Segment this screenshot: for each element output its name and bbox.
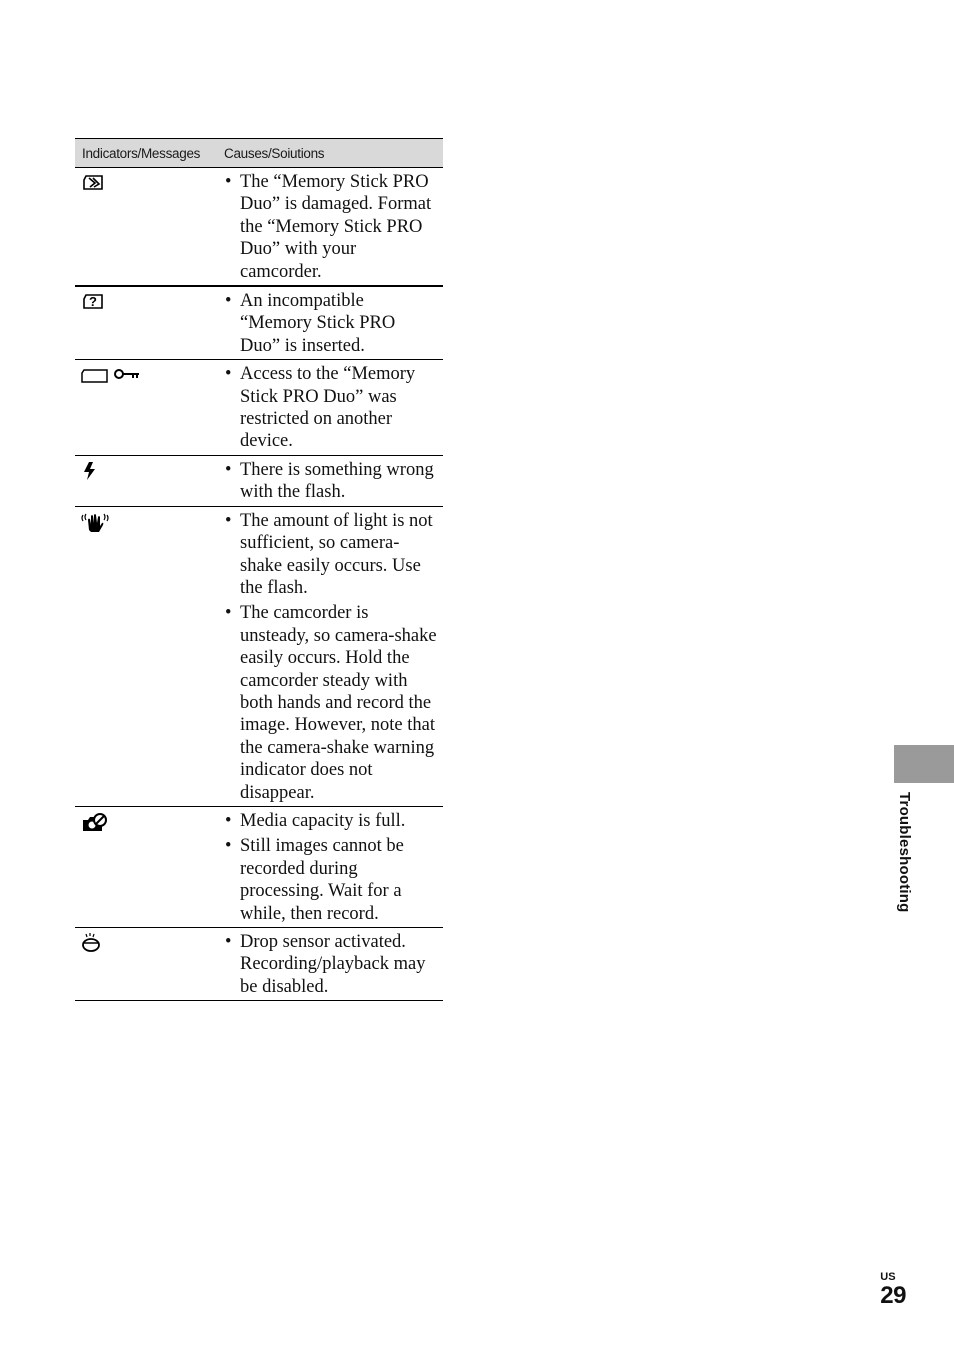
column-header-causes: Causes/Soiutions — [224, 145, 325, 161]
list-item: • An incompatible “Memory Stick PRO Duo” is inserted. — [225, 291, 396, 356]
camera-shake-warning-icon — [75, 510, 225, 804]
memory-stick-incompatible-icon — [75, 290, 225, 357]
drop-sensor-icon — [75, 931, 225, 998]
list-item: • Drop sensor activated. Recording/playback may be disabled. — [225, 932, 426, 997]
table-row — [75, 456, 443, 507]
section-tab — [894, 745, 954, 783]
table-header — [75, 139, 443, 168]
table-row — [75, 807, 443, 928]
list-item: • Media capacity is full. — [225, 810, 406, 831]
list-item: • The amount of light is not sufficient, so camera-shake easily occurs. Use the flash. — [225, 510, 433, 598]
table-row — [75, 168, 443, 287]
indicators-table — [75, 138, 443, 1001]
list-item: • The camcorder is unsteady, so camera-shake easily occurs. Hold the camcorder steady with both hands and record the image. However, note that the camera-shake warning indicator does not disappear. — [225, 603, 437, 803]
flash-warning-icon — [75, 459, 225, 504]
list-item: • Still images cannot be recorded during processing. Wait for a while, then record. — [225, 836, 404, 924]
memory-stick-locked-icon — [75, 363, 225, 453]
page-number-value: 29 — [880, 1282, 906, 1309]
still-image-disabled-icon — [75, 810, 225, 925]
section-label: Troubleshooting — [896, 792, 913, 913]
memory-stick-damaged-icon — [75, 171, 225, 283]
table-row — [75, 928, 443, 1001]
list-item: • Access to the “Memory Stick PRO Duo” was restricted on another device. — [225, 364, 416, 452]
list-item: • There is something wrong with the flash. — [225, 459, 434, 503]
table-row — [75, 287, 443, 360]
table-row — [75, 360, 443, 456]
list-item: • The “Memory Stick PRO Duo” is damaged. Format the “Memory Stick PRO Duo” with your camcorder. — [225, 172, 432, 282]
table-row — [75, 507, 443, 807]
column-header-indicators: Indicators/Messages — [82, 145, 201, 161]
page-number — [880, 1272, 906, 1309]
page-region-label: US — [880, 1271, 896, 1283]
svg-text:?: ? — [89, 294, 97, 310]
